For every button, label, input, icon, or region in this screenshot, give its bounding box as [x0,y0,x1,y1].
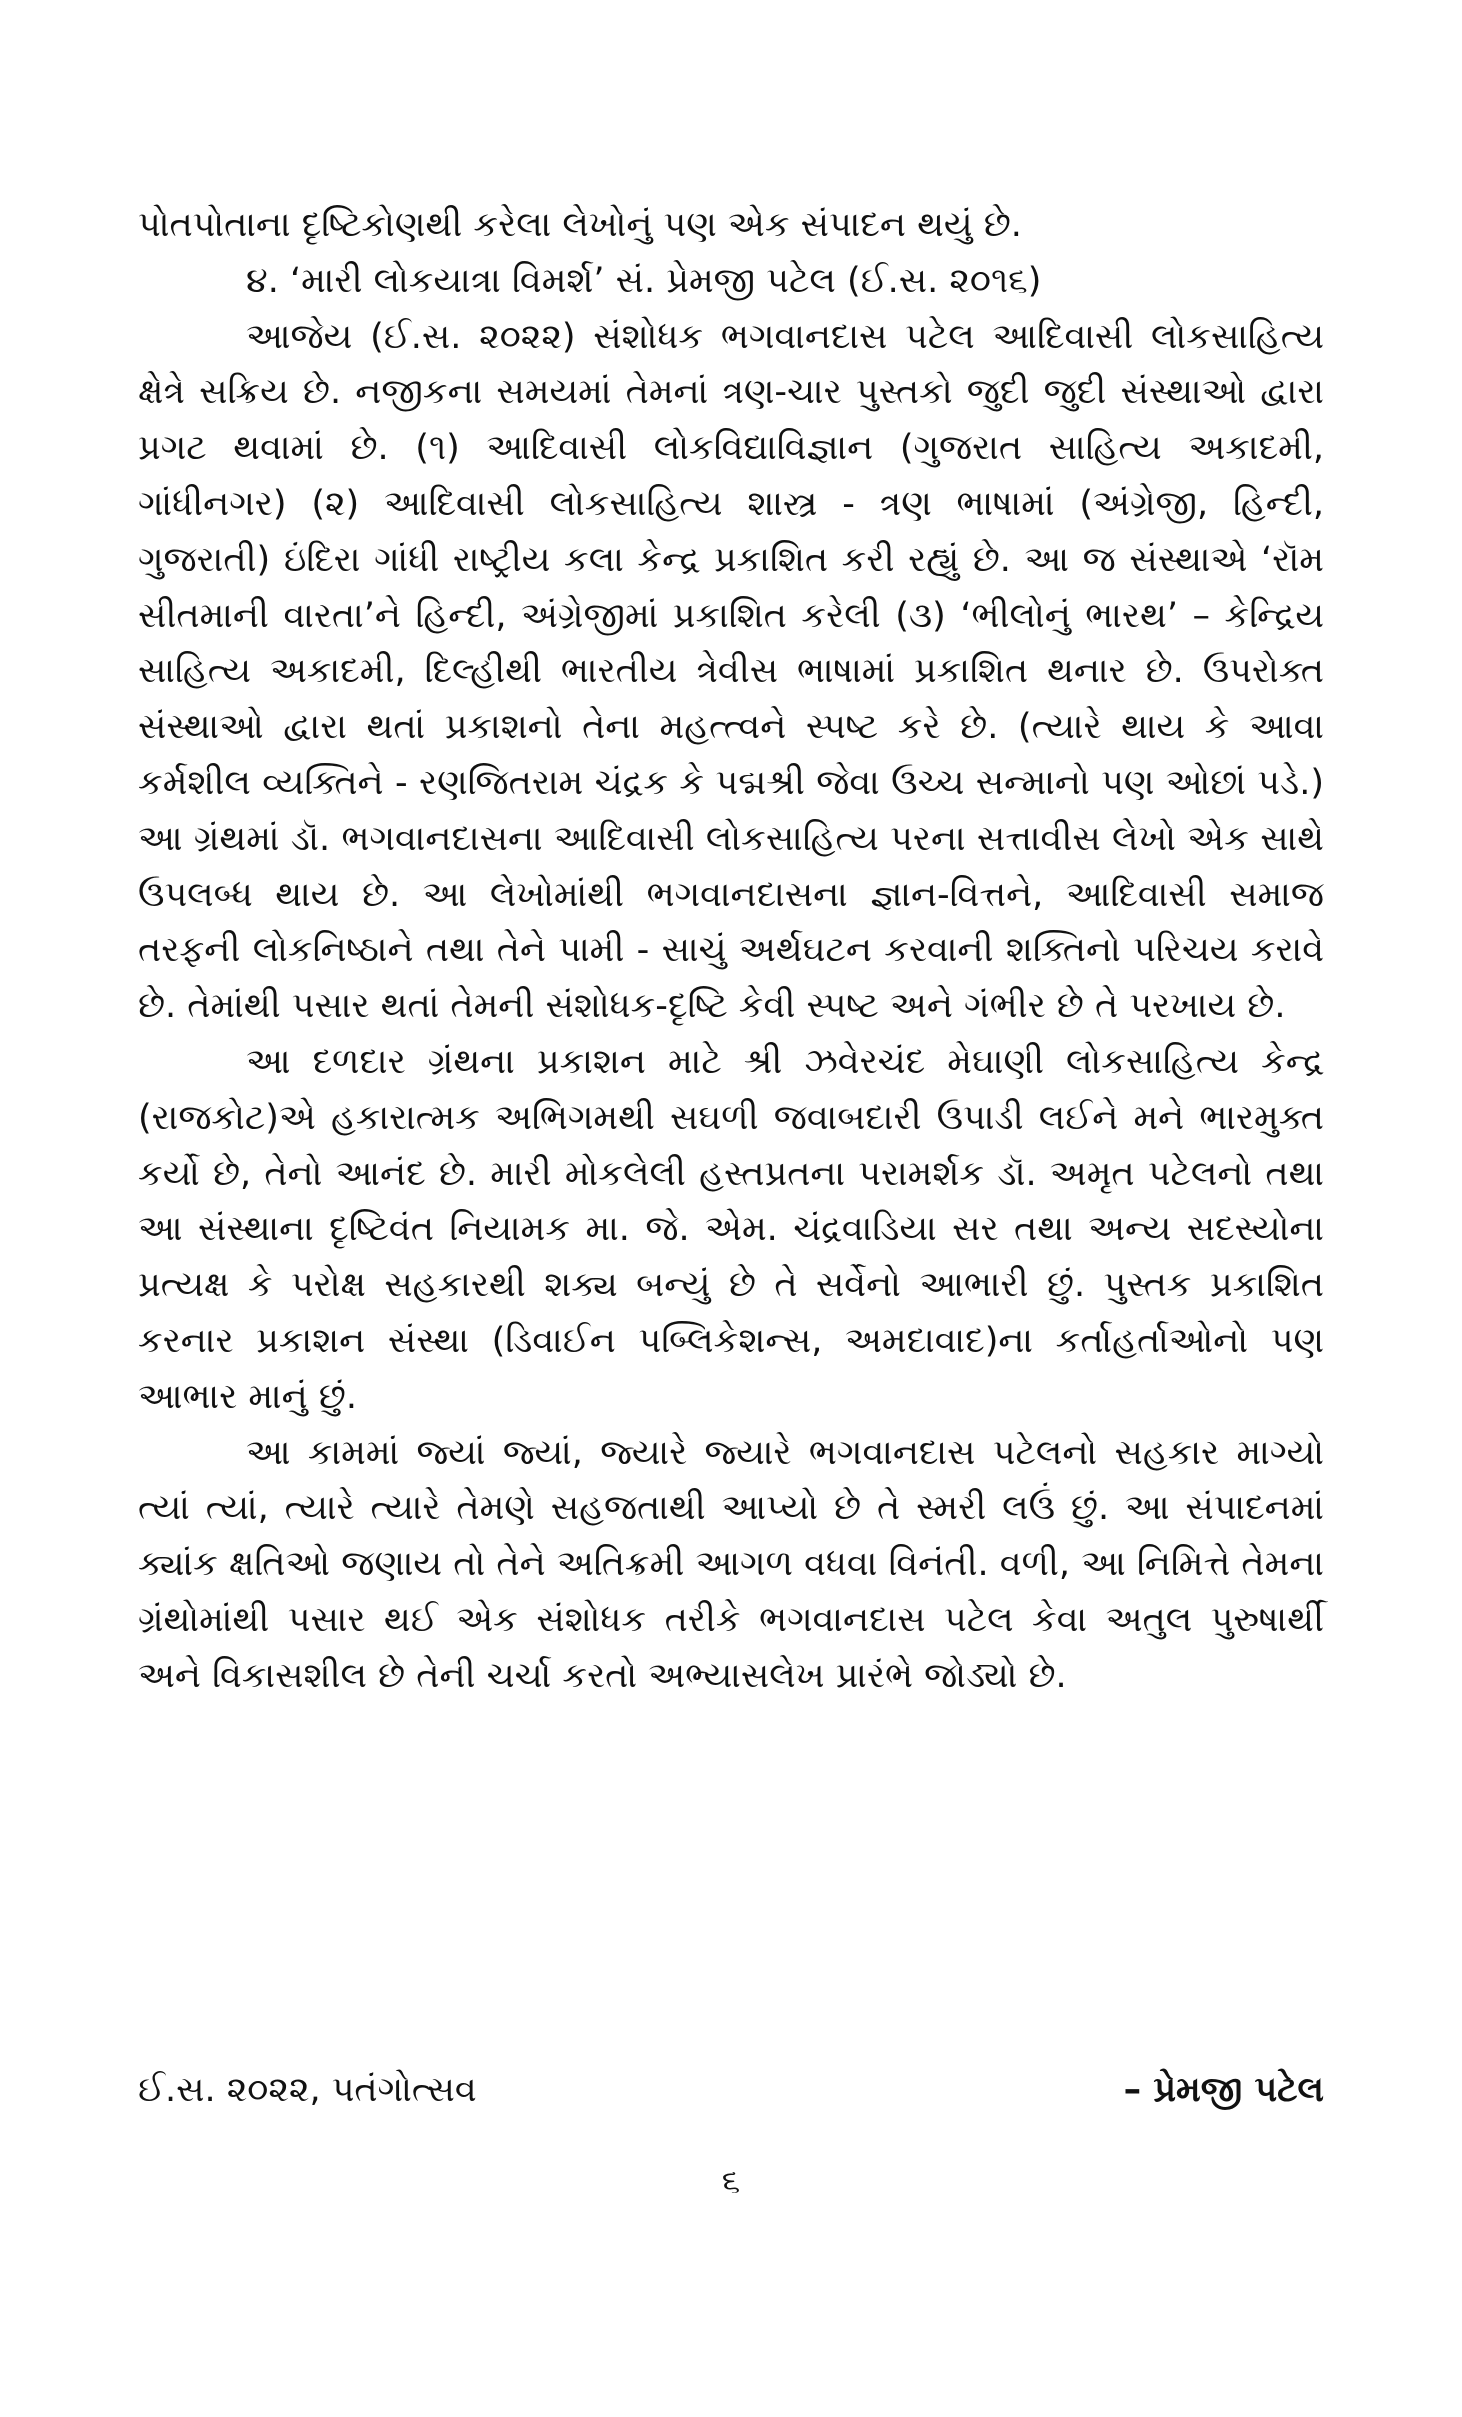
paragraph-current-work: આજેય (ઈ.સ. ૨૦૨૨) સંશોધક ભગવાનદાસ પટેલ આદિવાસી લોકસાહિત્ય ક્ષેત્રે સક્રિય છે. નજીકના સમયમાં તેમનાં ત્રણ-ચાર પુસ્તકો જુદી જુદી સંસ્થાઓ દ્વારા પ્રગટ થવામાં છે. (૧) આદિવાસી લોકવિદ્યાવિજ્ઞાન (ગુજરાત સાહિત્ય અકાદમી, ગાંધીનગર) (૨) આદિવાસી લોકસાહિત્ય શાસ્ત્ર - ત્રણ ભાષામાં (અંગ્રેજી, હિન્દી, ગુજરાતી) ઇંદિરા ગાંધી રાષ્ટ્રીય કલા કેન્દ્ર પ્રકાશિત કરી રહ્યું છે. આ જ સંસ્થાએ ‘રૉમ સીતમાની વારતા’ને હિન્દી, અંગ્રેજીમાં પ્રકાશિત કરેલી (૩) ‘ભીલોનું ભારથ’ – કેન્દ્રિય સાહિત્ય અકાદમી, દિલ્હીથી ભારતીય ત્રેવીસ ભાષામાં પ્રકાશિત થનાર છે. ઉપરોક્ત સંસ્થાઓ દ્વારા થતાં પ્રકાશનો તેના મહત્ત્વને સ્પષ્ટ કરે છે. (ત્યારે થાય કે આવા કર્મશીલ વ્યક્તિને - રણજિતરામ ચંદ્રક કે પદ્મશ્રી જેવા ઉચ્ચ સન્માનો પણ ઓછાં પડે.) આ ગ્રંથમાં ડૉ. ભગવાનદાસના આદિવાસી લોકસાહિત્ય પરના સત્તાવીસ લેખો એક સાથે ઉપલબ્ધ થાય છે. આ લેખોમાંથી ભગવાનદાસના જ્ઞાન-વિત્તને, આદિવાસી સમાજ તરફની લોકનિષ્ઠાને તથા તેને પામી - સાચું અર્થઘટન કરવાની શક્તિનો પરિચય કરાવે છે. તેમાંથી પસાર થતાં તેમની સંશોધક-દૃષ્ટિ કેવી સ્પષ્ટ અને ગંભીર છે તે પરખાય છે. [138,316,1324,1027]
signature-row [138,2062,1324,2118]
page-number: ૬ [721,2161,741,2200]
date-place: ઈ.સ. ૨૦૨૨, પતંગોત્સવ [138,2070,477,2110]
author-signature: – પ્રેમજી પટેલ [1123,2070,1324,2110]
paragraph-acknowledgement: આ દળદાર ગ્રંથના પ્રકાશન માટે શ્રી ઝવેરચંદ મેઘાણી લોકસાહિત્ય કેન્દ્ર (રાજકોટ)એ હકારાત્મક અભિગમથી સઘળી જવાબદારી ઉપાડી લઈને મને ભારમુક્ત કર્યો છે, તેનો આનંદ છે. મારી મોકલેલી હસ્તપ્રતના પરામર્શક ડૉ. અમૃત પટેલનો તથા આ સંસ્થાના દૃષ્ટિવંત નિયામક મા. જે. એમ. ચંદ્રવાડિયા સર તથા અન્ય સદસ્યોના પ્રત્યક્ષ કે પરોક્ષ સહકારથી શક્ય બન્યું છે તે સર્વેનો આભારી છું. પુસ્તક પ્રકાશિત કરનાર પ્રકાશન સંસ્થા (ડિવાઈન પબ્લિકેશન્સ, અમદાવાદ)ના કર્તાહર્તાઓનો પણ આભાર માનું છું. [138,1041,1324,1417]
body-text [138,198,1324,1705]
paragraph-closing: આ કામમાં જ્યાં જ્યાં, જ્યારે જ્યારે ભગવાનદાસ પટેલનો સહકાર માગ્યો ત્યાં ત્યાં, ત્યારે ત્યારે તેમણે સહજતાથી આપ્યો છે તે સ્મરી લઉં છું. આ સંપાદનમાં ક્યાંક ક્ષતિઓ જણાય તો તેને અતિક્રમી આગળ વધવા વિનંતી. વળી, આ નિમિત્તે તેમના ગ્રંથોમાંથી પસાર થઈ એક સંશોધક તરીકે ભગવાનદાસ પટેલ કેવા અતુલ પુરુષાર્થી અને વિકાસશીલ છે તેની ચર્ચા કરતો અભ્યાસલેખ પ્રારંભે જોડ્યો છે. [138,1432,1324,1696]
paragraph-continuation: પોતપોતાના દૃષ્ટિકોણથી કરેલા લેખોનું પણ એક સંપાદન થયું છે. [138,205,1022,245]
paragraph-reference-item: ૪. ‘મારી લોકયાત્રા વિમર્શ’ સં. પ્રેમજી પટેલ (ઈ.સ. ૨૦૧૬) [246,260,1042,301]
